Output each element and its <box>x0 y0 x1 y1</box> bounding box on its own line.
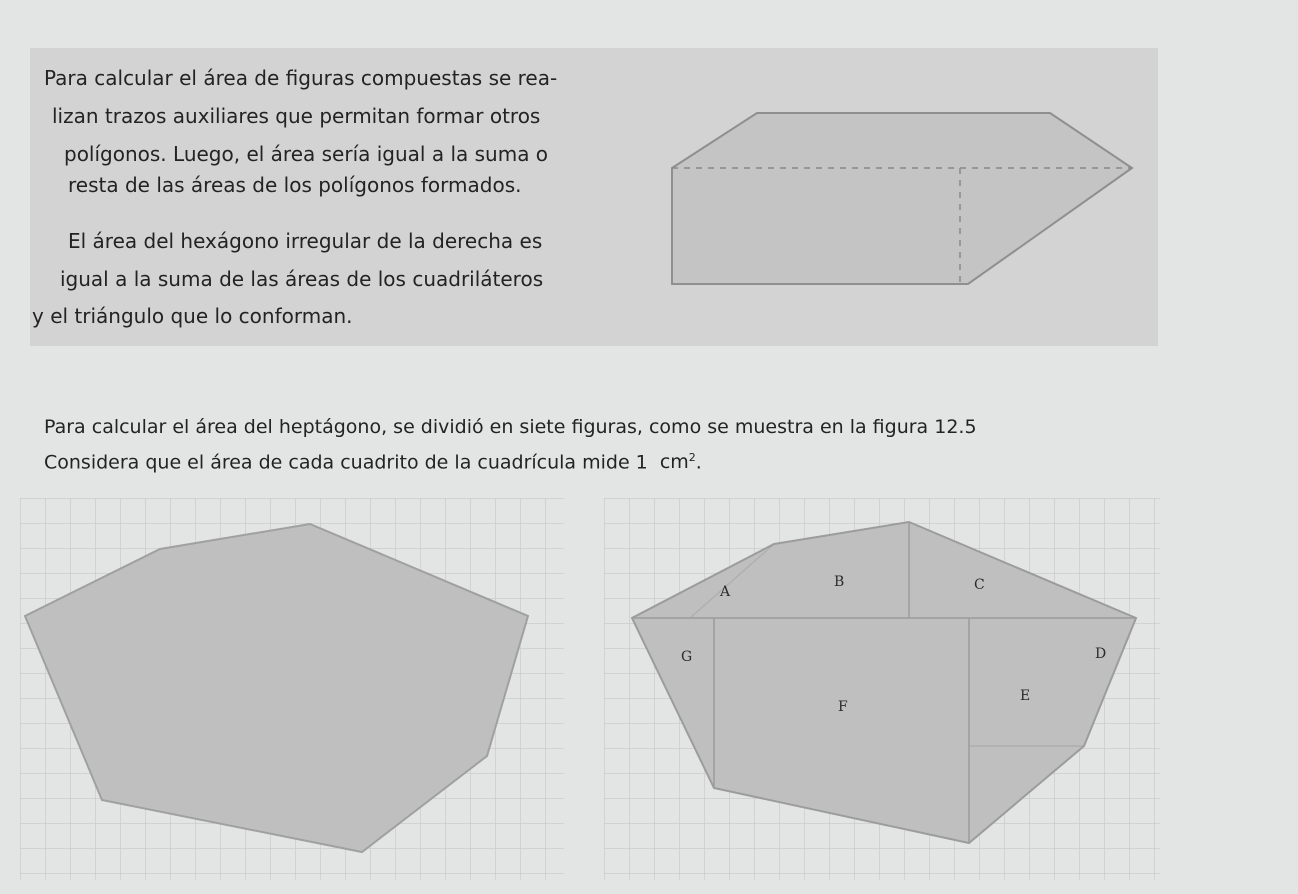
intro-line-2: lizan trazos auxiliares que permitan formar otros <box>52 104 541 128</box>
exercise-line-2-text: Considera que el área de cada cuadrito de la cuadrícula mide 1 <box>44 451 648 474</box>
label-d: D <box>1095 646 1107 662</box>
left-grid-panel <box>20 498 570 880</box>
intro-line-3: polígonos. Luego, el área sería igual a la suma o <box>64 142 549 166</box>
label-e: E <box>1020 688 1031 704</box>
label-f: F <box>838 699 848 715</box>
unit-cm: cm <box>659 451 689 474</box>
label-c: C <box>974 577 985 593</box>
label-g: G <box>681 649 693 665</box>
intro-line-6: igual a la suma de las áreas de los cuadriláteros <box>60 267 544 291</box>
intro-line-1: Para calcular el área de figuras compuestas se rea- <box>44 66 558 90</box>
label-b: B <box>834 574 845 590</box>
exercise-line-2 <box>44 452 702 472</box>
exercise-line-2-end: . <box>695 451 702 474</box>
label-a: A <box>720 584 731 600</box>
hexagon-figure <box>660 100 1150 295</box>
intro-line-7: y el triángulo que lo conforman. <box>32 304 353 328</box>
intro-line-5: El área del hexágono irregular de la derecha es <box>68 229 543 253</box>
intro-line-4: resta de las áreas de los polígonos formados. <box>68 173 522 197</box>
unit-exponent: 2 <box>688 451 696 464</box>
exercise-line-1: Para calcular el área del heptágono, se dividió en siete figuras, como se muestra en la figura 12.5 <box>44 416 977 438</box>
hexagon-shape <box>672 113 1132 284</box>
right-grid-panel <box>604 498 1164 880</box>
